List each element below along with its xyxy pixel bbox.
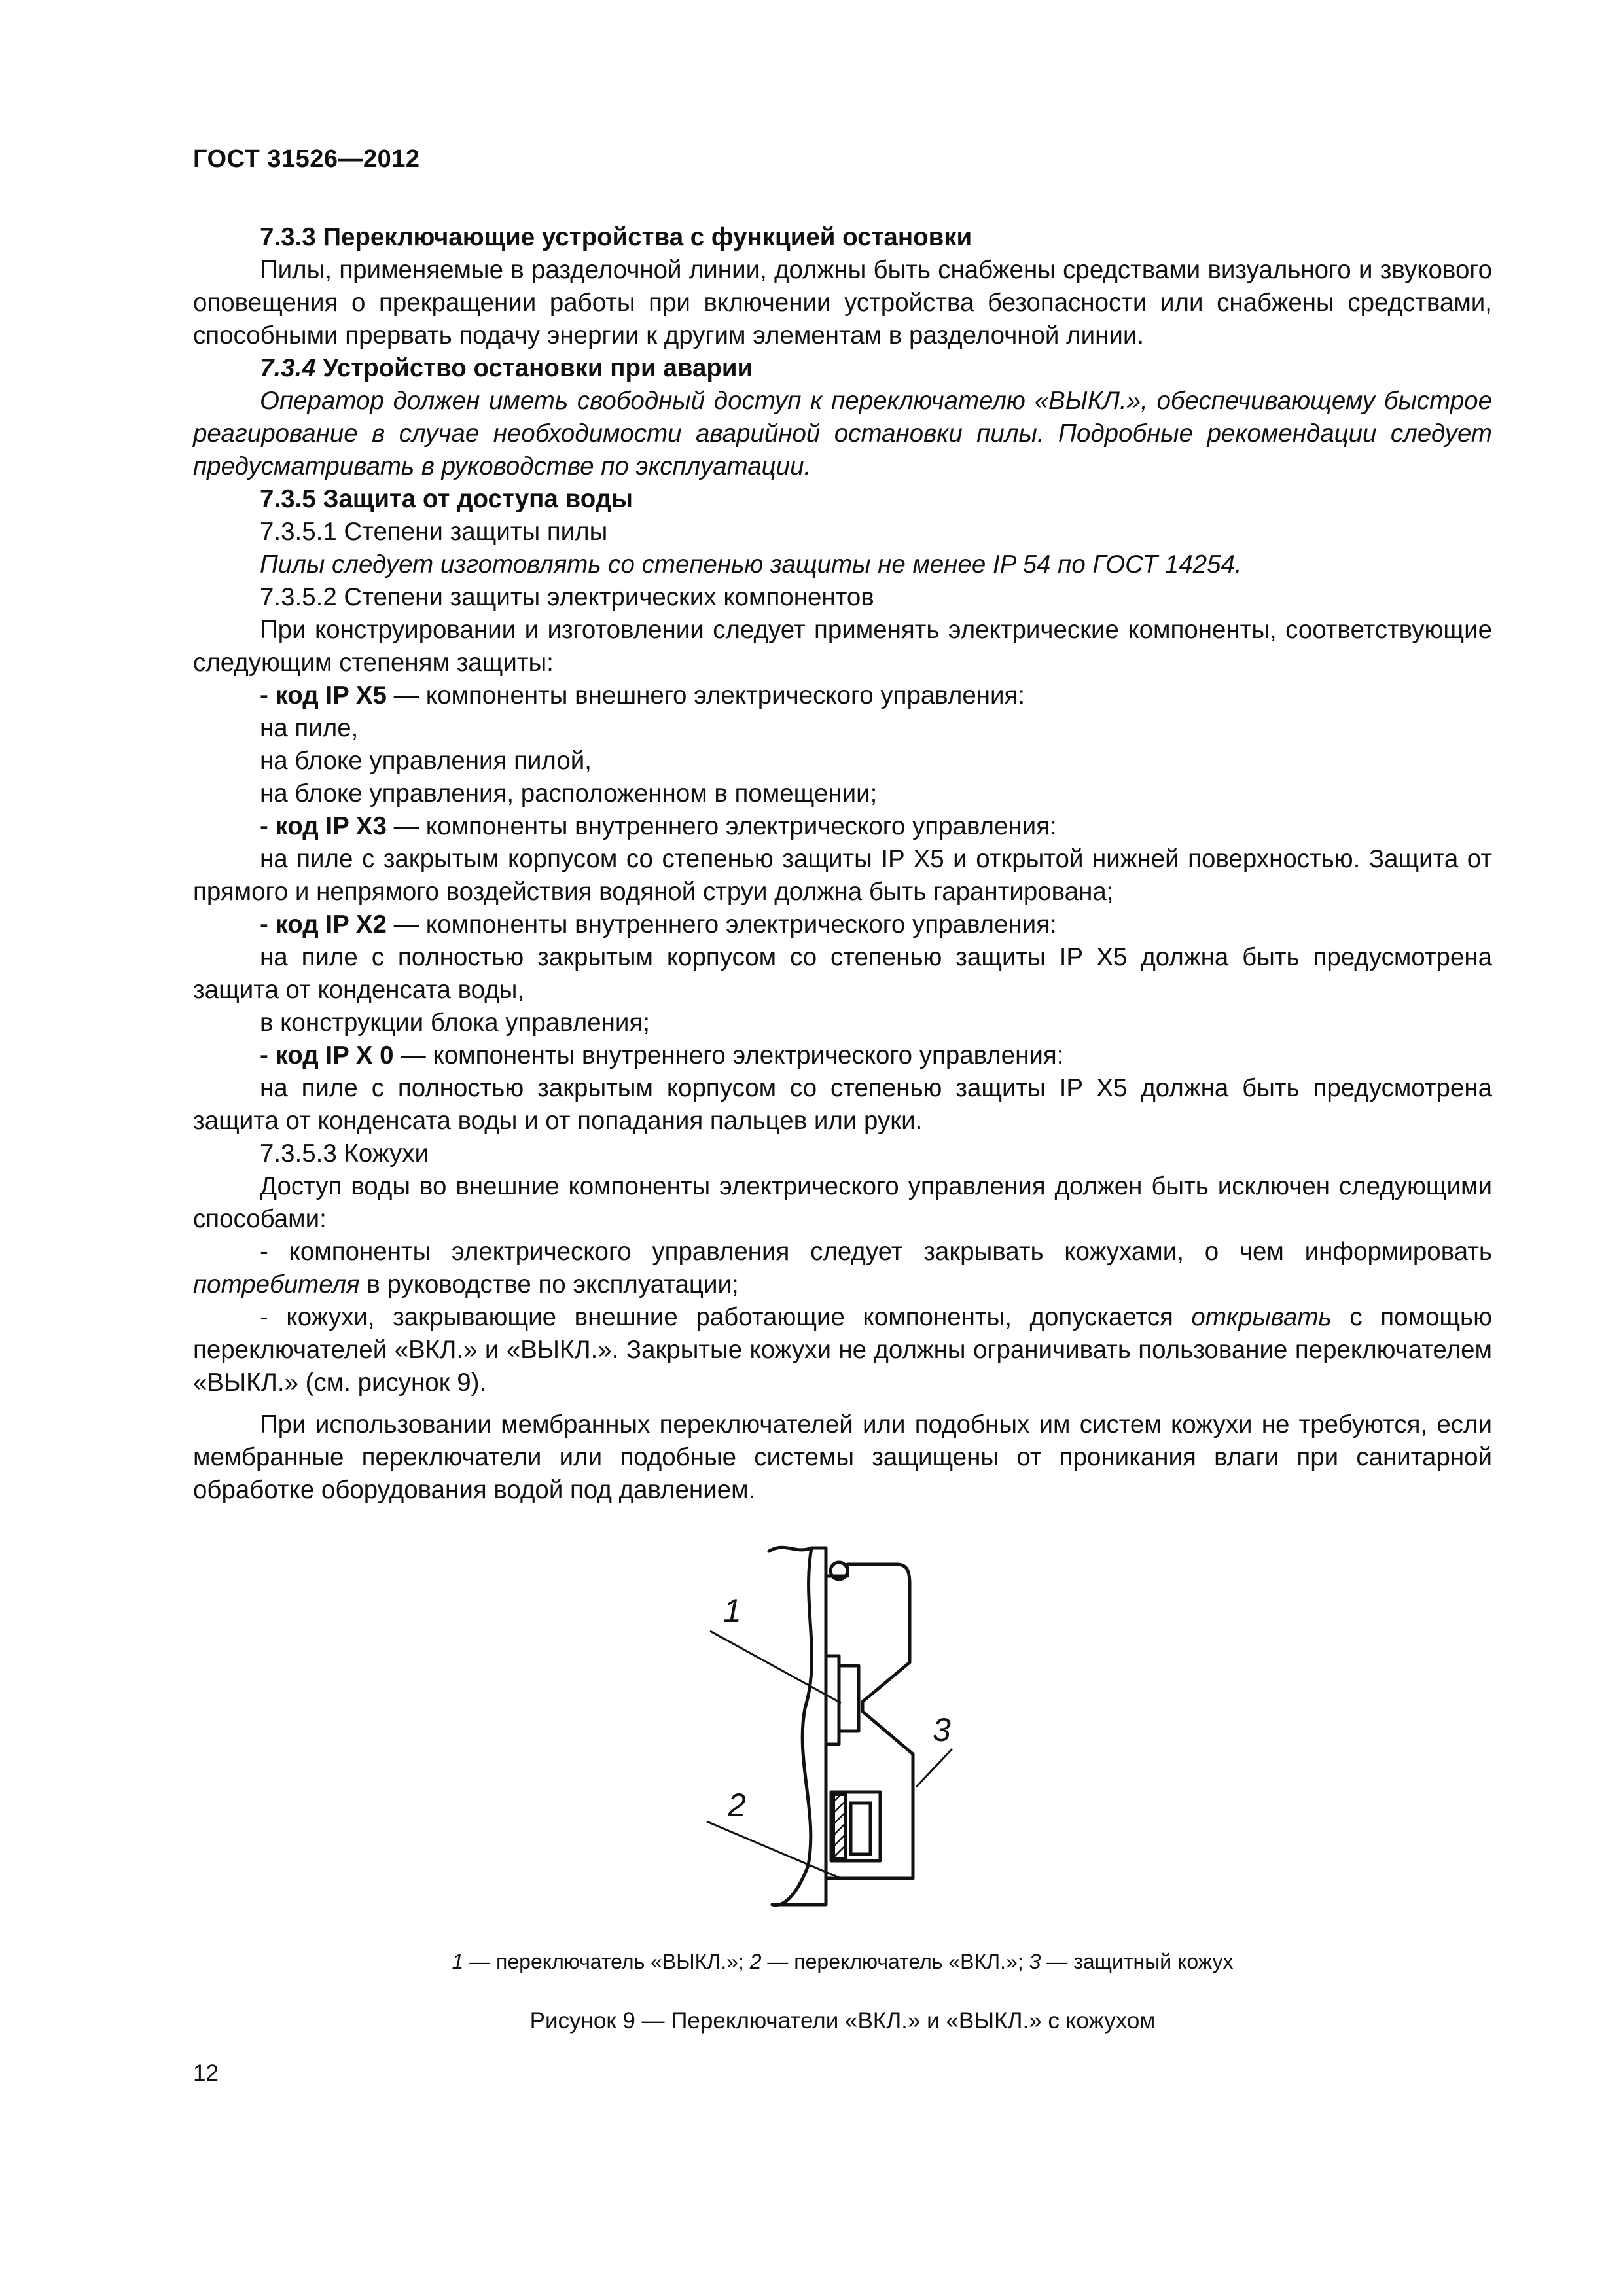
code-ipx3-item: на пиле с закрытым корпусом со степенью защиты IP X5 и открытой нижней поверхностью. Защита от прямого и непрямого воздействия водяной струи должна быть гарантирована;	[193, 845, 1492, 906]
code-ipx5-line	[193, 679, 1492, 712]
section-733-text: Пилы, применяемые в разделочной линии, должны быть снабжены средствами визуального и звукового оповещения о прекращении работы при включении устройства безопасности или снабжены средствами, способными прервать подачу энергии к другим элементам в разделочной линии.	[193, 256, 1492, 350]
off-switch-button	[839, 1666, 859, 1731]
section-734-title: Устройство остановки при аварии	[323, 354, 753, 382]
document-header: ГОСТ 31526—2012	[193, 145, 420, 173]
section-734-heading	[193, 352, 1492, 385]
code-ipx0-item: на пиле с полностью закрытым корпусом со степенью защиты IP X5 должна быть предусмотрена защита от конденсата воды и от попадания пальцев или руки.	[193, 1074, 1492, 1135]
section-7353-title: 7.3.5.3 Кожухи	[260, 1139, 429, 1168]
figure-caption: Рисунок 9 — Переключатели «ВКЛ.» и «ВЫКЛ.» с кожухом	[529, 2008, 1156, 2034]
code-ipx5-desc: — компоненты внешнего электрического управления:	[386, 681, 1026, 709]
figure-9-drawing	[687, 1525, 962, 1918]
code-ipx3-line	[193, 810, 1492, 843]
legend-number-3: 3	[1029, 1950, 1041, 1973]
figure-label-2: 2	[728, 1787, 746, 1823]
figure-label-1: 1	[723, 1592, 741, 1629]
section-733-heading: 7.3.3 Переключающие устройства с функцией остановки	[260, 223, 972, 251]
code-ipx0-desc: — компоненты внутреннего электрического управления:	[393, 1041, 1064, 1069]
section-7352-intro: При конструировании и изготовлении следует применять электрические компоненты, соответствующие следующим степеням защиты:	[193, 616, 1492, 677]
bullet-1-text-a: - компоненты электрического управления следует закрывать кожухами, о чем информировать	[260, 1238, 1492, 1266]
leader-line-2	[707, 1821, 841, 1878]
code-ipx2-item: на пиле с полностью закрытым корпусом со степенью защиты IP X5 должна быть предусмотрена защита от конденсата воды,	[193, 943, 1492, 1004]
code-ipx5-label: - код IP X5	[260, 681, 387, 709]
section-7353-bullet-2	[193, 1301, 1492, 1399]
switch-cover-diagram	[687, 1525, 962, 1918]
section-7353-bullet-1	[193, 1236, 1492, 1301]
bullet-2-italic: открывать	[1191, 1303, 1332, 1331]
section-7351-text: Пилы следует изготовлять со степенью защиты не менее IP 54 по ГОСТ 14254.	[260, 550, 1242, 579]
page-number: 12	[193, 2060, 219, 2086]
code-ipx3-label: - код IP X3	[260, 812, 387, 840]
code-ipx5-item: на пиле,	[260, 714, 359, 742]
section-734-number: 7.3.4	[260, 354, 316, 382]
section-7352-title: 7.3.5.2 Степени защиты электрических компонентов	[260, 583, 874, 611]
housing-wall	[772, 1548, 826, 1905]
code-ipx3-desc: — компоненты внутреннего электрического управления:	[386, 812, 1057, 840]
code-ipx2-item: в конструкции блока управления;	[260, 1009, 650, 1037]
bullet-2-text-a: - кожухи, закрывающие внешние работающие компоненты, допускается	[260, 1303, 1192, 1331]
legend-number-2: 2	[749, 1950, 762, 1973]
legend-text-2: — переключатель «ВКЛ.»;	[761, 1950, 1029, 1973]
figure-label-3: 3	[933, 1712, 951, 1748]
code-ipx2-label: - код IP X2	[260, 910, 387, 939]
legend-number-1: 1	[452, 1950, 464, 1973]
code-ipx0-line	[193, 1039, 1492, 1072]
section-734-text: Оператор должен иметь свободный доступ к переключателю «ВЫКЛ.», обеспечивающему быстрое реагирование в случае необходимости аварийной остановки пилы. Подробные рекомендации следует предусматривать в руководстве по эксплуатации.	[193, 387, 1492, 480]
code-ipx5-item: на блоке управления, расположенном в помещении;	[260, 780, 878, 808]
bullet-1-text-b: в руководстве по эксплуатации;	[359, 1270, 739, 1299]
section-7353-intro: Доступ воды во внешние компоненты электрического управления должен быть исключен следующими способами:	[193, 1172, 1492, 1233]
code-ipx2-desc: — компоненты внутреннего электрического управления:	[386, 910, 1057, 939]
on-switch-hatched	[834, 1795, 846, 1859]
figure-legend	[193, 1948, 1492, 1975]
section-735-heading: 7.3.5 Защита от доступа воды	[260, 485, 633, 513]
legend-text-3: — защитный кожух	[1041, 1950, 1234, 1973]
section-7351-title: 7.3.5.1 Степени защиты пилы	[260, 518, 608, 546]
bullet-2-text-b: с помощью переключателей «ВКЛ.» и «ВЫКЛ.». Закрытые кожухи не должны ограничивать пользование переключателем «ВЫКЛ.» (см. рисунок 9).	[193, 1303, 1492, 1397]
section-7353-final: При использовании мембранных переключателей или подобных им систем кожухи не требуются, если мембранные переключатели или подобные системы защищены от проникания влаги при санитарной обработке оборудования водой под давлением.	[193, 1410, 1492, 1504]
leader-line-1	[710, 1631, 841, 1703]
code-ipx0-label: - код IP X 0	[260, 1041, 394, 1069]
bullet-1-italic: потребителя	[193, 1270, 360, 1299]
on-switch-window	[851, 1803, 870, 1854]
legend-text-1: — переключатель «ВЫКЛ.»;	[463, 1950, 750, 1973]
main-content	[193, 221, 1492, 1507]
leader-line-3	[916, 1749, 952, 1787]
code-ipx2-line	[193, 908, 1492, 941]
code-ipx5-item: на блоке управления пилой,	[260, 747, 592, 775]
